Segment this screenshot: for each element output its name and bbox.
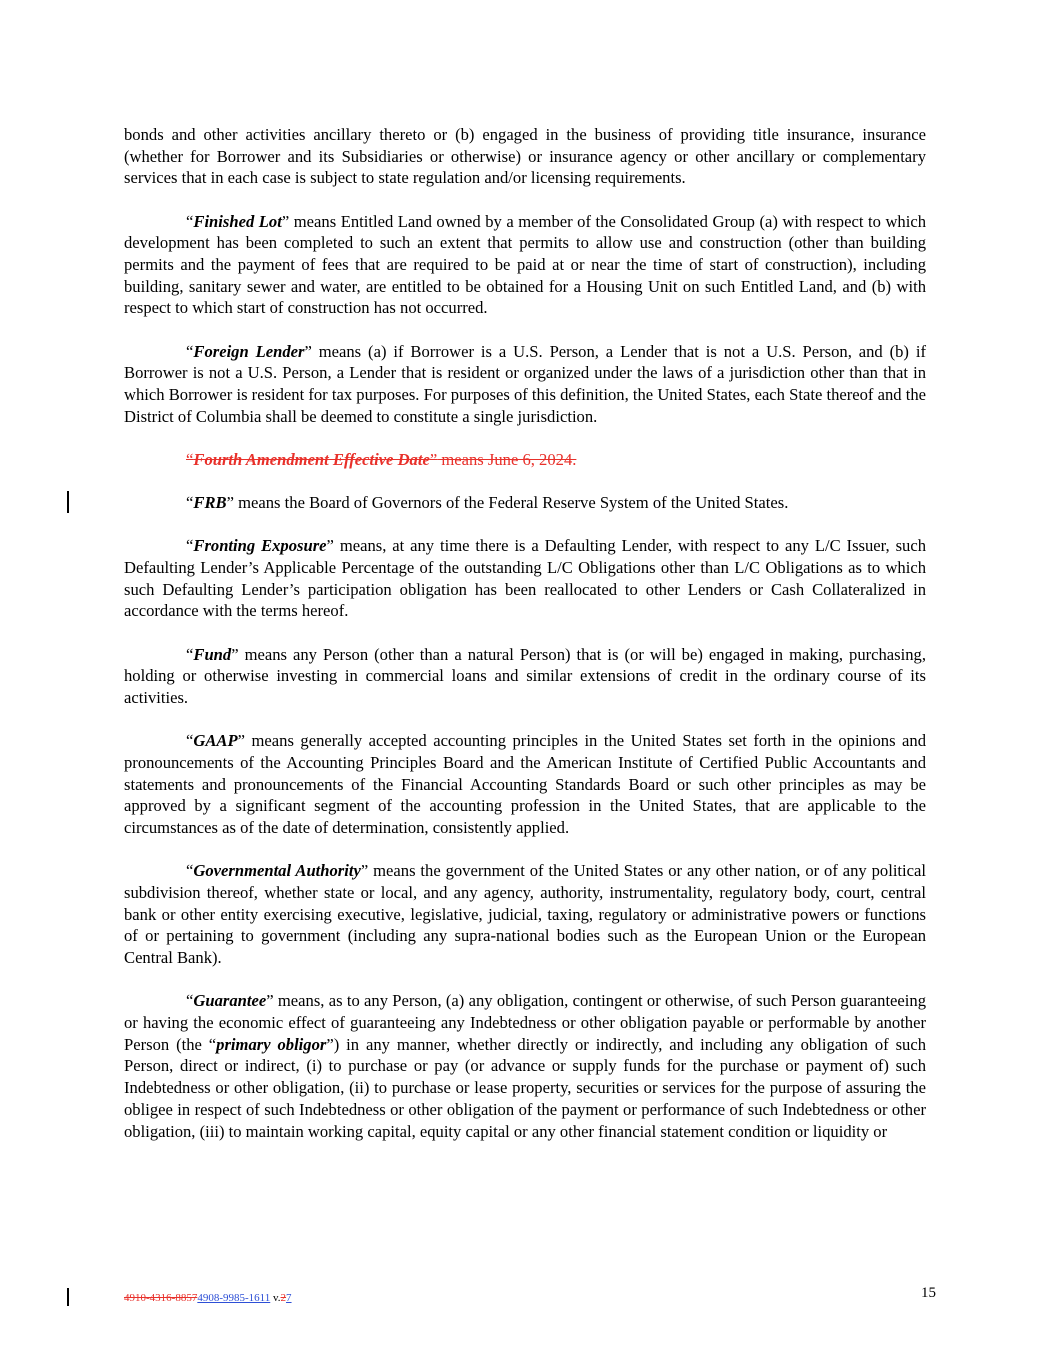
deleted-version: 2 [280, 1292, 287, 1304]
page-number: 15 [921, 1285, 936, 1301]
defined-term: Governmental Authority [193, 861, 361, 881]
definition-fourth-amendment-deleted: “Fourth Amendment Effective Date” means June 6, 2024. [186, 449, 577, 469]
definition-finished-lot: “Finished Lot” means Entitled Land owned by a member of the Consolidated Group (a) with respect to which development has been completed to such an extent that permits to allow use and construction (other than building permits and the payment of fees that are required to be paid at or near the time of start of construction), including building, sanitary sewer and water, are entitled to be obtained for a Housing Unit on such Entitled Land, and (b) with respect to which start of construction has not occurred. [124, 211, 926, 318]
defined-term: FRB [193, 493, 227, 513]
defined-term: Finished Lot [193, 211, 282, 231]
defined-term: Guarantee [193, 991, 267, 1011]
defined-term: Fourth Amendment Effective Date [193, 449, 430, 469]
version-prefix: v. [270, 1292, 281, 1304]
definition-fronting-exposure: “Fronting Exposure” means, at any time there is a Defaulting Lender, with respect to any L/C Issuer, such Defaulting Lender’s Applicable Percentage of the outstanding L/C Obligations other than L/C Obligations as to which such Defaulting Lender’s participation obligation has been reallocated to other Lenders or Cash Collateralized in accordance with the terms hereof. [124, 536, 926, 621]
paragraph: bonds and other activities ancillary thereto or (b) engaged in the business of providing title insurance, insurance (whether for Borrower and its Subsidiaries or otherwise) or insurance agency or other ancillary or complementary services that in each case is subject to state regulation and/or licensing requirements. [124, 125, 926, 188]
definition-fund: “Fund” means any Person (other than a natural Person) that is (or will be) engaged in making, purchasing, holding or otherwise investing in commercial loans and similar extensions of credit in the ordinary course of its activities. [124, 644, 926, 708]
inserted-version: 7 [286, 1292, 292, 1304]
change-bar [67, 1288, 69, 1306]
defined-term: GAAP [193, 731, 238, 751]
definition-gaap: “GAAP” means generally accepted accounting principles in the United States set forth in the opinions and pronouncements of the Accounting Principles Board and the American Institute of Certified Public Accountants and statements and pronouncements of the Financial Accounting Standards Board or such other principles as may be approved by a significant segment of the accounting profession in the United States, that are applicable to the circumstances as of the date of determination, consistently applied. [124, 731, 926, 838]
definition-frb: “FRB” means the Board of Governors of the Federal Reserve System of the United States. [186, 493, 789, 513]
change-bar [67, 491, 69, 513]
defined-term: Fund [193, 644, 232, 664]
document-body [124, 124, 926, 1164]
document-id-footer [124, 1292, 292, 1304]
definition-guarantee: “Guarantee” means, as to any Person, (a) any obligation, contingent or otherwise, of such Person guaranteeing or having the economic effect of guaranteeing any Indebtedness or other obligation payable or performable by another Person (the “primary obligor”) in any manner, whether directly or indirectly, and including any obligation of such Person, direct or indirect, (i) to purchase or pay (or advance or supply funds for the purchase or payment of) such Indebtedness or other obligation, (ii) to purchase or lease property, securities or services for the purpose of assuring the obligee in respect of such Indebtedness or other obligation of the payment or performance of such Indebtedness or other obligation, (iii) to maintain working capital, equity capital or any other financial statement condition or liquidity or [124, 991, 926, 1141]
inserted-document-id: 4908-9985-1611 [197, 1292, 271, 1304]
deleted-document-id: 4910-4316-8857 [124, 1292, 198, 1304]
defined-term: Fronting Exposure [193, 536, 327, 556]
defined-term: Foreign Lender [193, 341, 305, 361]
definition-governmental-authority: “Governmental Authority” means the government of the United States or any other nation, or of any political subdivision thereof, whether state or local, and any agency, authority, instrumentality, regulatory body, court, central bank or other entity exercising executive, legislative, judicial, taxing, regulatory or administrative powers or functions of or pertaining to government (including any supra-national bodies such as the European Union or the European Central Bank). [124, 861, 926, 968]
defined-term: primary obligor [216, 1034, 327, 1054]
definition-foreign-lender: “Foreign Lender” means (a) if Borrower is a U.S. Person, a Lender that is not a U.S. Person, and (b) if Borrower is not a U.S. Person, a Lender that is resident or organized under the laws of a jurisdiction other than that in which Borrower is resident for tax purposes. For purposes of this definition, the United States, each State thereof and the District of Columbia shall be deemed to constitute a single jurisdiction. [124, 341, 926, 426]
